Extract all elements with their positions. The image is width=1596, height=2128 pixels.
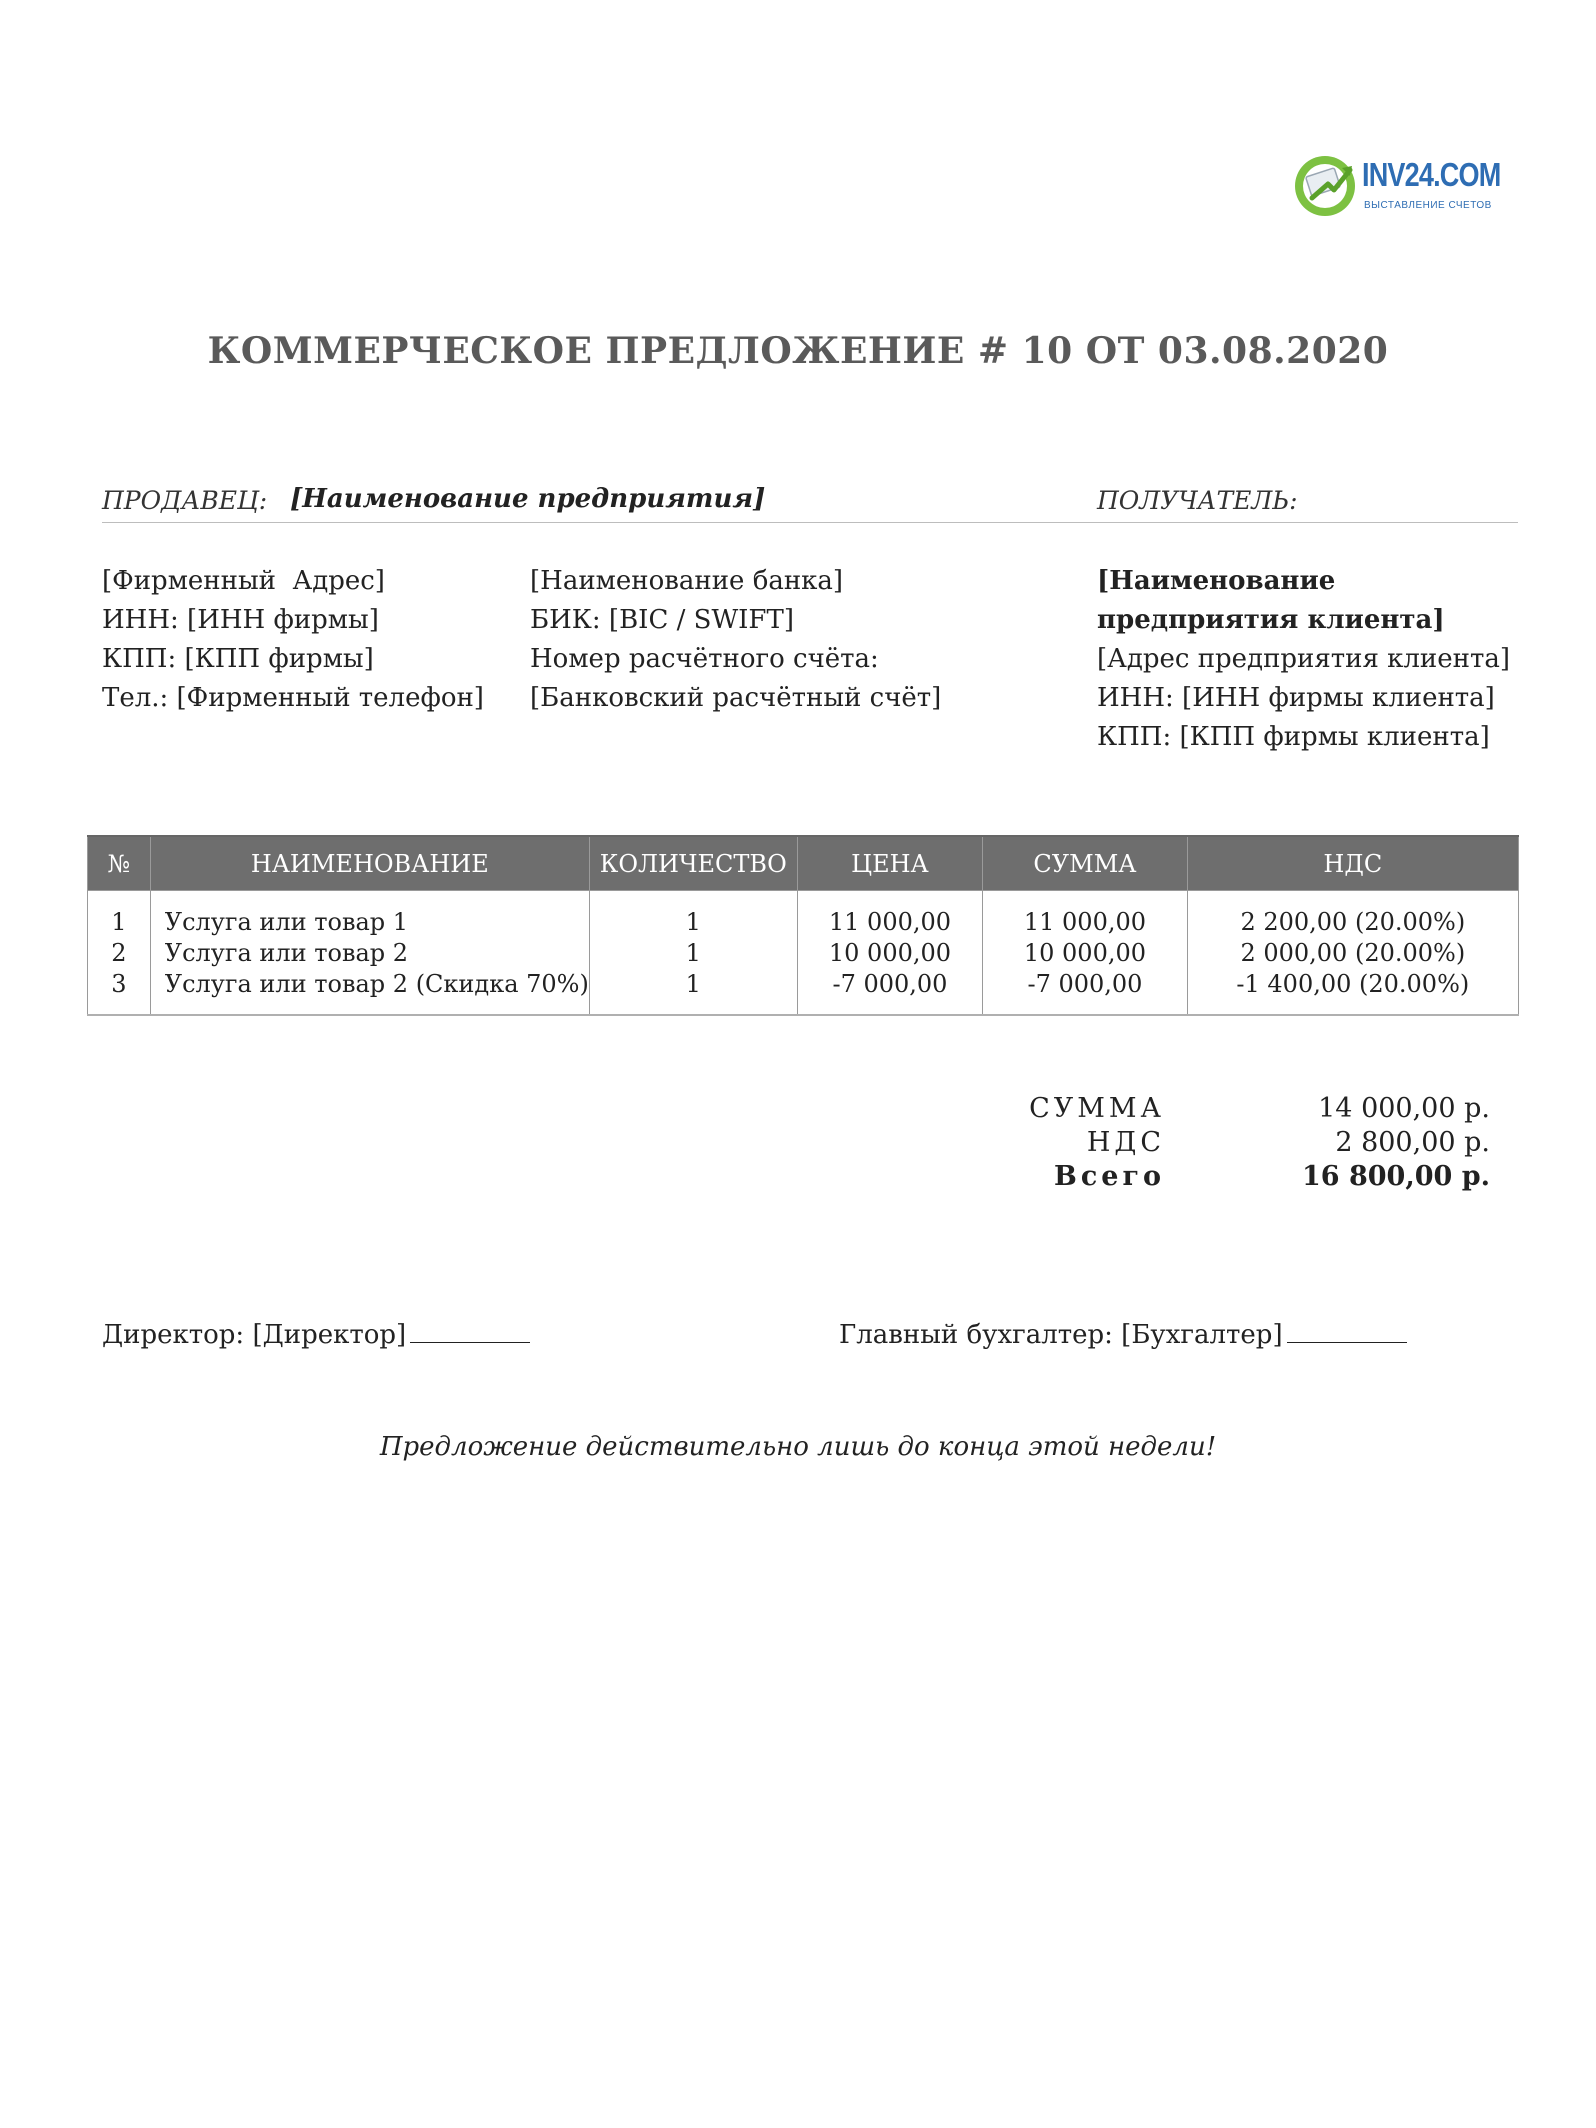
recipient-address: [Адрес предприятия клиента] <box>1097 644 1510 674</box>
document-title: КОММЕРЧЕСКОЕ ПРЕДЛОЖЕНИЕ # 10 ОТ 03.08.2020 <box>207 330 1389 372</box>
logo-emblem-icon <box>1290 150 1360 220</box>
table-row-price: -7 000,00 <box>832 970 948 998</box>
accountant-label: Главный бухгалтер: [Бухгалтер] <box>839 1320 1283 1350</box>
column-header-name: НАИМЕНОВАНИЕ <box>150 836 589 891</box>
vat-cell <box>1187 891 1518 1016</box>
recipient-name-line2: предприятия клиента] <box>1097 605 1445 635</box>
total-vat-label: НДС <box>1086 1127 1165 1158</box>
table-row-price: 10 000,00 <box>828 939 952 967</box>
seller-phone: Тел.: [Фирменный телефон] <box>102 683 484 713</box>
table-row-name: Услуга или товар 2 <box>164 939 409 967</box>
table-row-name: Услуга или товар 1 <box>164 908 409 936</box>
table-row-vat: 2 000,00 (20.00%) <box>1240 939 1466 967</box>
price-cell <box>797 891 983 1016</box>
recipient-details <box>1097 562 1510 757</box>
grand-total-label: Всего <box>1054 1161 1165 1192</box>
validity-note: Предложение действительно лишь до конца этой недели! <box>379 1432 1217 1462</box>
totals-values <box>1230 1092 1490 1194</box>
table-body-row <box>88 891 1519 1016</box>
director-signature <box>102 1316 530 1350</box>
director-signature-line <box>410 1316 530 1343</box>
recipient-label: ПОЛУЧАТЕЛЬ: <box>1097 486 1298 515</box>
grand-total-value: 16 800,00 р. <box>1302 1161 1490 1192</box>
header-divider <box>102 522 1518 523</box>
seller-kpp: КПП: [КПП фирмы] <box>102 644 374 674</box>
recipient-kpp: КПП: [КПП фирмы клиента] <box>1097 722 1490 752</box>
column-header-quantity: КОЛИЧЕСТВО <box>589 836 797 891</box>
table-row-sum: 11 000,00 <box>1023 908 1147 936</box>
column-header-sum: СУММА <box>983 836 1187 891</box>
table-row-number: 3 <box>111 970 127 998</box>
table-row-sum: -7 000,00 <box>1027 970 1143 998</box>
bank-bik: БИК: [BIC / SWIFT] <box>530 605 794 635</box>
table-row-vat: -1 400,00 (20.00%) <box>1236 970 1470 998</box>
accountant-signature-line <box>1287 1316 1407 1343</box>
seller-details <box>102 562 484 718</box>
totals-labels <box>1000 1092 1165 1194</box>
total-vat-value: 2 800,00 р. <box>1335 1127 1490 1158</box>
table-row-sum: 10 000,00 <box>1023 939 1147 967</box>
table-row-name: Услуга или товар 2 (Скидка 70%) <box>164 970 589 998</box>
company-logo <box>1290 150 1510 225</box>
table-row-vat: 2 200,00 (20.00%) <box>1240 908 1466 936</box>
table-row-number: 1 <box>111 908 127 936</box>
table-header-row <box>88 836 1519 891</box>
bank-account-label: Номер расчётного счёта: <box>530 644 879 674</box>
table-row-quantity: 1 <box>685 939 701 967</box>
seller-name: [Наименование предприятия] <box>290 484 766 514</box>
bank-details <box>530 562 941 718</box>
number-cell <box>88 891 151 1016</box>
logo-wordmark: INV24.COM <box>1362 156 1501 193</box>
recipient-name-line1: [Наименование <box>1097 566 1336 596</box>
quantity-cell <box>589 891 797 1016</box>
table-row-quantity: 1 <box>685 970 701 998</box>
total-sum-value: 14 000,00 р. <box>1318 1093 1490 1124</box>
accountant-signature <box>839 1316 1407 1350</box>
column-header-vat: НДС <box>1187 836 1518 891</box>
name-cell <box>150 891 589 1016</box>
bank-account: [Банковский расчётный счёт] <box>530 683 942 713</box>
seller-inn: ИНН: [ИНН фирмы] <box>102 605 379 635</box>
table-row-price: 11 000,00 <box>828 908 952 936</box>
seller-label: ПРОДАВЕЦ: <box>102 486 268 515</box>
column-header-number: № <box>88 836 151 891</box>
recipient-inn: ИНН: [ИНН фирмы клиента] <box>1097 683 1495 713</box>
bank-name: [Наименование банка] <box>530 566 844 596</box>
column-header-price: ЦЕНА <box>797 836 983 891</box>
table-row-number: 2 <box>111 939 127 967</box>
total-sum-label: СУММА <box>1029 1093 1165 1124</box>
logo-subtitle: ВЫСТАВЛЕНИЕ СЧЕТОВ <box>1364 200 1492 211</box>
director-label: Директор: [Директор] <box>102 1320 407 1350</box>
items-table <box>87 835 1519 1016</box>
seller-address: [Фирменный Адрес] <box>102 566 385 596</box>
sum-cell <box>983 891 1187 1016</box>
table-row-quantity: 1 <box>685 908 701 936</box>
